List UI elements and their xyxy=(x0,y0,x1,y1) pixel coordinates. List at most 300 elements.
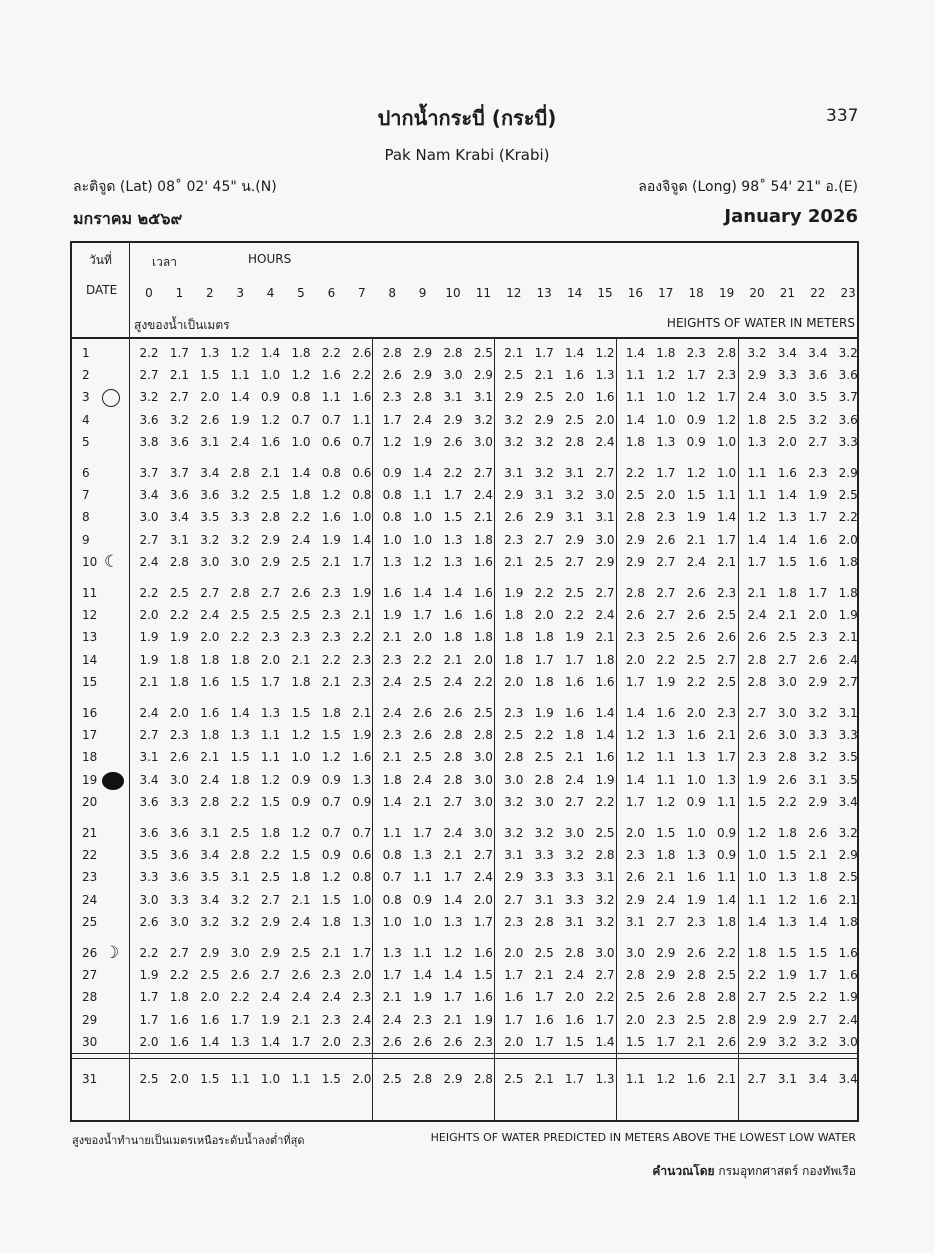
water-height-cell: 3.6 xyxy=(838,412,858,427)
water-height-cell: 3.1 xyxy=(443,390,463,405)
water-height-cell: 1.4 xyxy=(747,532,767,547)
water-height-cell: 1.9 xyxy=(413,434,433,449)
water-height-cell: 2.5 xyxy=(717,674,737,689)
water-height-cell: 2.5 xyxy=(382,1072,402,1086)
water-height-cell: 2.7 xyxy=(656,608,676,623)
water-height-cell: 2.3 xyxy=(321,586,341,600)
table-row xyxy=(72,463,857,485)
table-row xyxy=(72,672,857,694)
table-row xyxy=(72,823,857,845)
water-height-cell: 1.6 xyxy=(200,706,220,720)
water-height-cell: 1.6 xyxy=(808,892,828,907)
water-height-cell: 1.2 xyxy=(747,826,767,840)
water-height-cell: 1.5 xyxy=(777,554,797,569)
table-row xyxy=(72,410,857,432)
water-height-cell: 1.7 xyxy=(504,968,524,983)
time-header-thai: เวลา xyxy=(152,255,177,269)
water-height-cell: 0.9 xyxy=(717,848,737,863)
day-number: 22 xyxy=(82,848,98,863)
water-height-cell: 3.6 xyxy=(838,368,858,383)
water-height-cell: 2.5 xyxy=(291,554,311,569)
water-height-cell: 3.2 xyxy=(808,750,828,765)
water-height-cell: 3.4 xyxy=(838,1072,858,1086)
water-height-cell: 1.1 xyxy=(717,794,737,809)
water-height-cell: 2.8 xyxy=(200,794,220,809)
water-height-cell: 1.3 xyxy=(656,434,676,449)
water-height-cell: 1.7 xyxy=(230,1012,250,1027)
water-height-cell: 2.2 xyxy=(139,586,159,600)
water-height-cell: 3.2 xyxy=(473,412,493,427)
water-height-cell: 2.6 xyxy=(382,368,402,383)
water-height-cell: 2.8 xyxy=(230,848,250,863)
table-row xyxy=(72,1069,857,1091)
water-height-cell: 2.1 xyxy=(291,652,311,667)
water-height-cell: 1.4 xyxy=(717,510,737,525)
table-row xyxy=(72,343,857,365)
water-height-cell: 2.8 xyxy=(595,848,615,863)
water-height-cell: 2.6 xyxy=(777,772,797,787)
water-height-cell: 2.2 xyxy=(625,466,645,480)
water-height-cell: 0.9 xyxy=(291,772,311,787)
water-height-cell: 2.6 xyxy=(291,586,311,600)
water-height-cell: 0.7 xyxy=(321,412,341,427)
water-height-cell: 2.1 xyxy=(747,586,767,600)
water-height-cell: 1.0 xyxy=(413,532,433,547)
water-height-cell: 2.1 xyxy=(656,870,676,885)
water-height-cell: 2.1 xyxy=(717,1072,737,1086)
water-height-cell: 1.0 xyxy=(717,434,737,449)
water-height-cell: 2.2 xyxy=(686,674,706,689)
table-row xyxy=(72,987,857,1009)
water-height-cell: 3.1 xyxy=(595,870,615,885)
water-height-cell: 1.1 xyxy=(413,488,433,503)
water-height-cell: 1.8 xyxy=(473,532,493,547)
water-height-cell: 1.9 xyxy=(838,608,858,623)
water-height-cell: 1.8 xyxy=(565,728,585,743)
water-height-cell: 2.7 xyxy=(534,532,554,547)
water-height-cell: 2.8 xyxy=(625,968,645,983)
water-height-cell: 2.3 xyxy=(686,914,706,929)
water-height-cell: 2.1 xyxy=(504,346,524,360)
water-height-cell: 3.0 xyxy=(200,554,220,569)
water-height-cell: 1.9 xyxy=(230,412,250,427)
table-row xyxy=(72,912,857,934)
water-height-cell: 3.1 xyxy=(534,892,554,907)
water-height-cell: 3.2 xyxy=(838,346,858,360)
water-height-cell: 1.0 xyxy=(686,772,706,787)
hour-label: 19 xyxy=(718,286,735,300)
hour-label: 11 xyxy=(475,286,492,300)
water-height-cell: 2.4 xyxy=(473,870,493,885)
water-height-cell: 2.3 xyxy=(504,706,524,720)
water-height-cell: 2.9 xyxy=(747,368,767,383)
water-height-cell: 2.1 xyxy=(321,554,341,569)
water-height-cell: 2.9 xyxy=(808,674,828,689)
table-row xyxy=(72,432,857,454)
hour-label: 12 xyxy=(506,286,522,300)
water-height-cell: 2.8 xyxy=(230,586,250,600)
water-height-cell: 2.6 xyxy=(686,608,706,623)
water-height-cell: 1.4 xyxy=(443,586,463,600)
day-number: 5 xyxy=(82,434,90,449)
water-height-cell: 1.4 xyxy=(777,488,797,503)
water-height-cell: 2.6 xyxy=(352,346,372,360)
water-height-cell: 2.3 xyxy=(625,630,645,645)
water-height-cell: 2.1 xyxy=(382,750,402,765)
water-height-cell: 2.1 xyxy=(717,728,737,743)
water-height-cell: 2.7 xyxy=(808,1012,828,1027)
water-height-cell: 1.4 xyxy=(717,892,737,907)
page-subtitle: Pak Nam Krabi (Krabi) xyxy=(384,146,550,164)
water-height-cell: 1.2 xyxy=(656,794,676,809)
water-height-cell: 3.1 xyxy=(808,772,828,787)
water-height-cell: 3.0 xyxy=(595,946,615,960)
water-height-cell: 1.0 xyxy=(656,390,676,405)
water-height-cell: 3.5 xyxy=(838,772,858,787)
water-height-cell: 2.9 xyxy=(838,466,858,480)
water-height-cell: 2.3 xyxy=(261,630,281,645)
water-height-cell: 3.5 xyxy=(139,848,159,863)
water-height-cell: 2.8 xyxy=(686,968,706,983)
water-height-cell: 1.3 xyxy=(443,554,463,569)
water-height-cell: 3.2 xyxy=(565,848,585,863)
water-height-cell: 2.2 xyxy=(473,674,493,689)
water-height-cell: 1.6 xyxy=(534,1012,554,1027)
water-height-cell: 2.6 xyxy=(808,826,828,840)
water-height-cell: 2.2 xyxy=(595,794,615,809)
water-height-cell: 2.6 xyxy=(413,728,433,743)
water-height-cell: 1.6 xyxy=(808,554,828,569)
water-height-cell: 1.7 xyxy=(717,750,737,765)
water-height-cell: 2.6 xyxy=(686,586,706,600)
water-height-cell: 2.4 xyxy=(747,608,767,623)
water-height-cell: 2.8 xyxy=(169,554,189,569)
water-height-cell: 1.9 xyxy=(686,892,706,907)
water-height-cell: 2.0 xyxy=(656,488,676,503)
water-height-cell: 1.7 xyxy=(169,346,189,360)
water-height-cell: 1.8 xyxy=(291,488,311,503)
water-height-cell: 3.3 xyxy=(534,848,554,863)
water-height-cell: 0.7 xyxy=(352,434,372,449)
water-height-cell: 2.3 xyxy=(413,1012,433,1027)
water-height-cell: 2.4 xyxy=(838,1012,858,1027)
table-row xyxy=(72,387,857,409)
water-height-cell: 1.7 xyxy=(352,554,372,569)
water-height-cell: 2.8 xyxy=(717,346,737,360)
water-height-cell: 1.6 xyxy=(838,946,858,960)
water-height-cell: 1.7 xyxy=(443,870,463,885)
water-height-cell: 3.4 xyxy=(200,892,220,907)
water-height-cell: 3.7 xyxy=(838,390,858,405)
day-number: 31 xyxy=(82,1072,98,1086)
water-height-cell: 1.5 xyxy=(321,1072,341,1086)
water-height-cell: 1.8 xyxy=(291,870,311,885)
water-height-cell: 1.6 xyxy=(565,1012,585,1027)
water-height-cell: 2.1 xyxy=(473,510,493,525)
water-height-cell: 2.2 xyxy=(321,346,341,360)
water-height-cell: 2.0 xyxy=(625,652,645,667)
water-height-cell: 2.6 xyxy=(200,412,220,427)
water-height-cell: 1.1 xyxy=(747,466,767,480)
water-height-cell: 2.3 xyxy=(717,586,737,600)
water-height-cell: 2.1 xyxy=(291,1012,311,1027)
water-height-cell: 1.0 xyxy=(382,914,402,929)
water-height-cell: 1.9 xyxy=(139,652,159,667)
water-height-cell: 2.2 xyxy=(534,586,554,600)
water-height-cell: 3.2 xyxy=(747,346,767,360)
water-height-cell: 3.2 xyxy=(808,706,828,720)
water-height-cell: 1.5 xyxy=(200,1072,220,1086)
water-height-cell: 3.1 xyxy=(200,826,220,840)
water-height-cell: 2.2 xyxy=(808,990,828,1005)
water-height-cell: 2.0 xyxy=(200,390,220,405)
water-height-cell: 1.8 xyxy=(595,652,615,667)
water-height-cell: 1.6 xyxy=(565,368,585,383)
water-height-cell: 2.9 xyxy=(261,554,281,569)
water-height-cell: 2.7 xyxy=(261,892,281,907)
water-height-cell: 1.6 xyxy=(473,946,493,960)
water-height-cell: 1.6 xyxy=(473,990,493,1005)
water-height-cell: 2.2 xyxy=(565,608,585,623)
water-height-cell: 2.1 xyxy=(352,608,372,623)
water-height-cell: 2.9 xyxy=(443,412,463,427)
water-height-cell: 2.7 xyxy=(169,390,189,405)
water-height-cell: 1.7 xyxy=(139,990,159,1005)
water-height-cell: 0.9 xyxy=(686,412,706,427)
water-height-cell: 1.8 xyxy=(504,608,524,623)
water-height-cell: 1.7 xyxy=(382,412,402,427)
table-row xyxy=(72,530,857,552)
water-height-cell: 2.7 xyxy=(595,586,615,600)
row-divider xyxy=(72,1053,857,1054)
water-height-cell: 3.0 xyxy=(230,554,250,569)
water-height-cell: 3.4 xyxy=(139,772,159,787)
water-height-cell: 3.4 xyxy=(200,848,220,863)
water-height-cell: 2.0 xyxy=(139,608,159,623)
water-height-cell: 1.8 xyxy=(321,914,341,929)
water-height-cell: 1.5 xyxy=(230,674,250,689)
water-height-cell: 3.2 xyxy=(504,826,524,840)
water-height-cell: 2.9 xyxy=(504,390,524,405)
water-height-cell: 1.8 xyxy=(473,630,493,645)
water-height-cell: 3.1 xyxy=(200,434,220,449)
water-height-cell: 1.5 xyxy=(473,968,493,983)
water-height-cell: 1.7 xyxy=(291,1034,311,1049)
water-height-cell: 1.1 xyxy=(382,826,402,840)
water-height-cell: 1.7 xyxy=(808,968,828,983)
water-height-cell: 2.7 xyxy=(656,914,676,929)
water-height-cell: 2.1 xyxy=(534,1072,554,1086)
water-height-cell: 1.5 xyxy=(625,1034,645,1049)
water-height-cell: 2.6 xyxy=(443,1034,463,1049)
water-height-cell: 1.3 xyxy=(230,728,250,743)
water-height-cell: 1.2 xyxy=(686,390,706,405)
water-height-cell: 2.0 xyxy=(200,990,220,1005)
water-height-cell: 1.9 xyxy=(686,510,706,525)
water-height-cell: 2.3 xyxy=(656,1012,676,1027)
water-height-cell: 3.2 xyxy=(838,826,858,840)
water-height-cell: 1.7 xyxy=(656,1034,676,1049)
water-height-cell: 2.1 xyxy=(443,652,463,667)
water-height-cell: 1.5 xyxy=(200,368,220,383)
water-height-cell: 3.7 xyxy=(169,466,189,480)
day-number: 27 xyxy=(82,968,98,983)
hour-label: 6 xyxy=(327,286,336,300)
water-height-cell: 1.0 xyxy=(352,892,372,907)
table-row xyxy=(72,943,857,965)
water-height-cell: 3.2 xyxy=(534,466,554,480)
water-height-cell: 1.6 xyxy=(321,368,341,383)
water-height-cell: 2.2 xyxy=(261,848,281,863)
water-height-cell: 2.6 xyxy=(169,750,189,765)
water-height-cell: 1.9 xyxy=(169,630,189,645)
water-height-cell: 1.7 xyxy=(504,1012,524,1027)
water-height-cell: 2.7 xyxy=(747,706,767,720)
water-height-cell: 1.9 xyxy=(352,728,372,743)
water-height-cell: 1.6 xyxy=(382,586,402,600)
day-number: 10 xyxy=(82,554,98,569)
water-height-cell: 2.8 xyxy=(625,510,645,525)
water-height-cell: 2.1 xyxy=(777,608,797,623)
water-height-cell: 1.8 xyxy=(200,728,220,743)
water-height-cell: 3.1 xyxy=(139,750,159,765)
water-height-cell: 1.3 xyxy=(686,848,706,863)
water-height-cell: 2.5 xyxy=(169,586,189,600)
water-height-cell: 1.1 xyxy=(413,946,433,960)
water-height-cell: 2.3 xyxy=(382,652,402,667)
water-height-cell: 2.1 xyxy=(291,892,311,907)
water-height-cell: 1.5 xyxy=(656,826,676,840)
water-height-cell: 1.2 xyxy=(777,892,797,907)
water-height-cell: 2.5 xyxy=(686,652,706,667)
water-height-cell: 0.9 xyxy=(352,794,372,809)
water-height-cell: 2.2 xyxy=(534,728,554,743)
water-height-cell: 2.0 xyxy=(534,608,554,623)
water-height-cell: 2.9 xyxy=(261,946,281,960)
water-height-cell: 2.4 xyxy=(565,772,585,787)
water-height-cell: 2.7 xyxy=(656,586,676,600)
water-height-cell: 1.6 xyxy=(595,750,615,765)
water-height-cell: 1.8 xyxy=(747,412,767,427)
day-number: 29 xyxy=(82,1012,98,1027)
water-height-cell: 2.1 xyxy=(352,706,372,720)
water-height-cell: 0.8 xyxy=(382,510,402,525)
water-height-cell: 2.8 xyxy=(443,772,463,787)
water-height-cell: 2.1 xyxy=(200,750,220,765)
water-height-cell: 1.0 xyxy=(413,510,433,525)
water-height-cell: 1.9 xyxy=(352,586,372,600)
water-height-cell: 1.2 xyxy=(291,826,311,840)
water-height-cell: 3.1 xyxy=(473,390,493,405)
water-height-cell: 1.7 xyxy=(473,914,493,929)
water-height-cell: 2.8 xyxy=(382,346,402,360)
footer-note-thai: สูงของน้ำทำนายเป็นเมตรเหนือระดับน้ำลงต่ำที่สุด xyxy=(72,1134,305,1147)
water-height-cell: 3.0 xyxy=(139,510,159,525)
water-height-cell: 3.1 xyxy=(777,1072,797,1086)
water-height-cell: 1.1 xyxy=(413,870,433,885)
water-height-cell: 3.1 xyxy=(534,488,554,503)
water-height-cell: 1.6 xyxy=(808,532,828,547)
hour-label: 4 xyxy=(266,286,275,300)
water-height-cell: 1.2 xyxy=(747,510,767,525)
water-height-cell: 3.3 xyxy=(565,870,585,885)
water-height-cell: 1.8 xyxy=(504,630,524,645)
row-divider xyxy=(72,1058,857,1059)
water-height-cell: 1.0 xyxy=(686,826,706,840)
water-height-cell: 1.6 xyxy=(686,1072,706,1086)
water-height-cell: 0.7 xyxy=(321,794,341,809)
water-height-cell: 2.6 xyxy=(413,1034,433,1049)
water-height-cell: 2.3 xyxy=(747,750,767,765)
water-height-cell: 1.1 xyxy=(321,390,341,405)
water-height-cell: 0.6 xyxy=(352,466,372,480)
water-height-cell: 2.1 xyxy=(565,750,585,765)
water-height-cell: 2.3 xyxy=(717,706,737,720)
water-height-cell: 2.9 xyxy=(443,1072,463,1086)
water-height-cell: 1.8 xyxy=(747,946,767,960)
water-height-cell: 3.8 xyxy=(139,434,159,449)
water-height-cell: 1.4 xyxy=(413,466,433,480)
water-height-cell: 1.8 xyxy=(291,674,311,689)
water-height-cell: 2.8 xyxy=(443,750,463,765)
water-height-cell: 1.6 xyxy=(595,674,615,689)
water-height-cell: 2.2 xyxy=(230,794,250,809)
water-height-cell: 1.1 xyxy=(717,870,737,885)
table-row xyxy=(72,507,857,529)
water-height-cell: 1.2 xyxy=(656,1072,676,1086)
water-height-cell: 2.5 xyxy=(686,1012,706,1027)
water-height-cell: 3.2 xyxy=(534,826,554,840)
water-height-cell: 1.2 xyxy=(382,434,402,449)
water-height-cell: 1.8 xyxy=(777,586,797,600)
table-row xyxy=(72,552,857,574)
hour-label: 23 xyxy=(840,286,856,300)
water-height-cell: 3.0 xyxy=(777,674,797,689)
water-height-cell: 2.4 xyxy=(261,990,281,1005)
water-height-cell: 3.3 xyxy=(534,870,554,885)
water-height-cell: 1.4 xyxy=(261,346,281,360)
water-height-cell: 2.8 xyxy=(747,674,767,689)
water-height-cell: 1.8 xyxy=(838,554,858,569)
water-height-cell: 0.9 xyxy=(321,772,341,787)
water-height-cell: 2.6 xyxy=(717,1034,737,1049)
water-height-cell: 1.4 xyxy=(595,728,615,743)
water-height-cell: 1.7 xyxy=(808,586,828,600)
water-height-cell: 2.2 xyxy=(777,794,797,809)
water-height-cell: 2.7 xyxy=(473,466,493,480)
water-height-cell: 2.3 xyxy=(808,630,828,645)
water-height-cell: 0.9 xyxy=(321,848,341,863)
water-height-cell: 2.3 xyxy=(686,346,706,360)
water-height-cell: 1.6 xyxy=(504,990,524,1005)
water-height-cell: 1.6 xyxy=(777,466,797,480)
water-height-cell: 3.6 xyxy=(139,826,159,840)
water-height-cell: 2.5 xyxy=(777,990,797,1005)
water-height-cell: 1.6 xyxy=(473,608,493,623)
water-height-cell: 1.2 xyxy=(291,728,311,743)
water-height-cell: 2.9 xyxy=(625,892,645,907)
water-height-cell: 1.4 xyxy=(595,706,615,720)
water-height-cell: 2.7 xyxy=(808,434,828,449)
water-height-cell: 2.8 xyxy=(443,346,463,360)
day-number: 7 xyxy=(82,488,90,503)
water-height-cell: 2.6 xyxy=(747,728,767,743)
water-height-cell: 2.7 xyxy=(261,968,281,983)
water-height-cell: 1.3 xyxy=(595,1072,615,1086)
water-height-cell: 1.8 xyxy=(169,652,189,667)
last-quarter-moon-icon: ☾ xyxy=(104,551,120,572)
water-height-cell: 1.3 xyxy=(777,510,797,525)
